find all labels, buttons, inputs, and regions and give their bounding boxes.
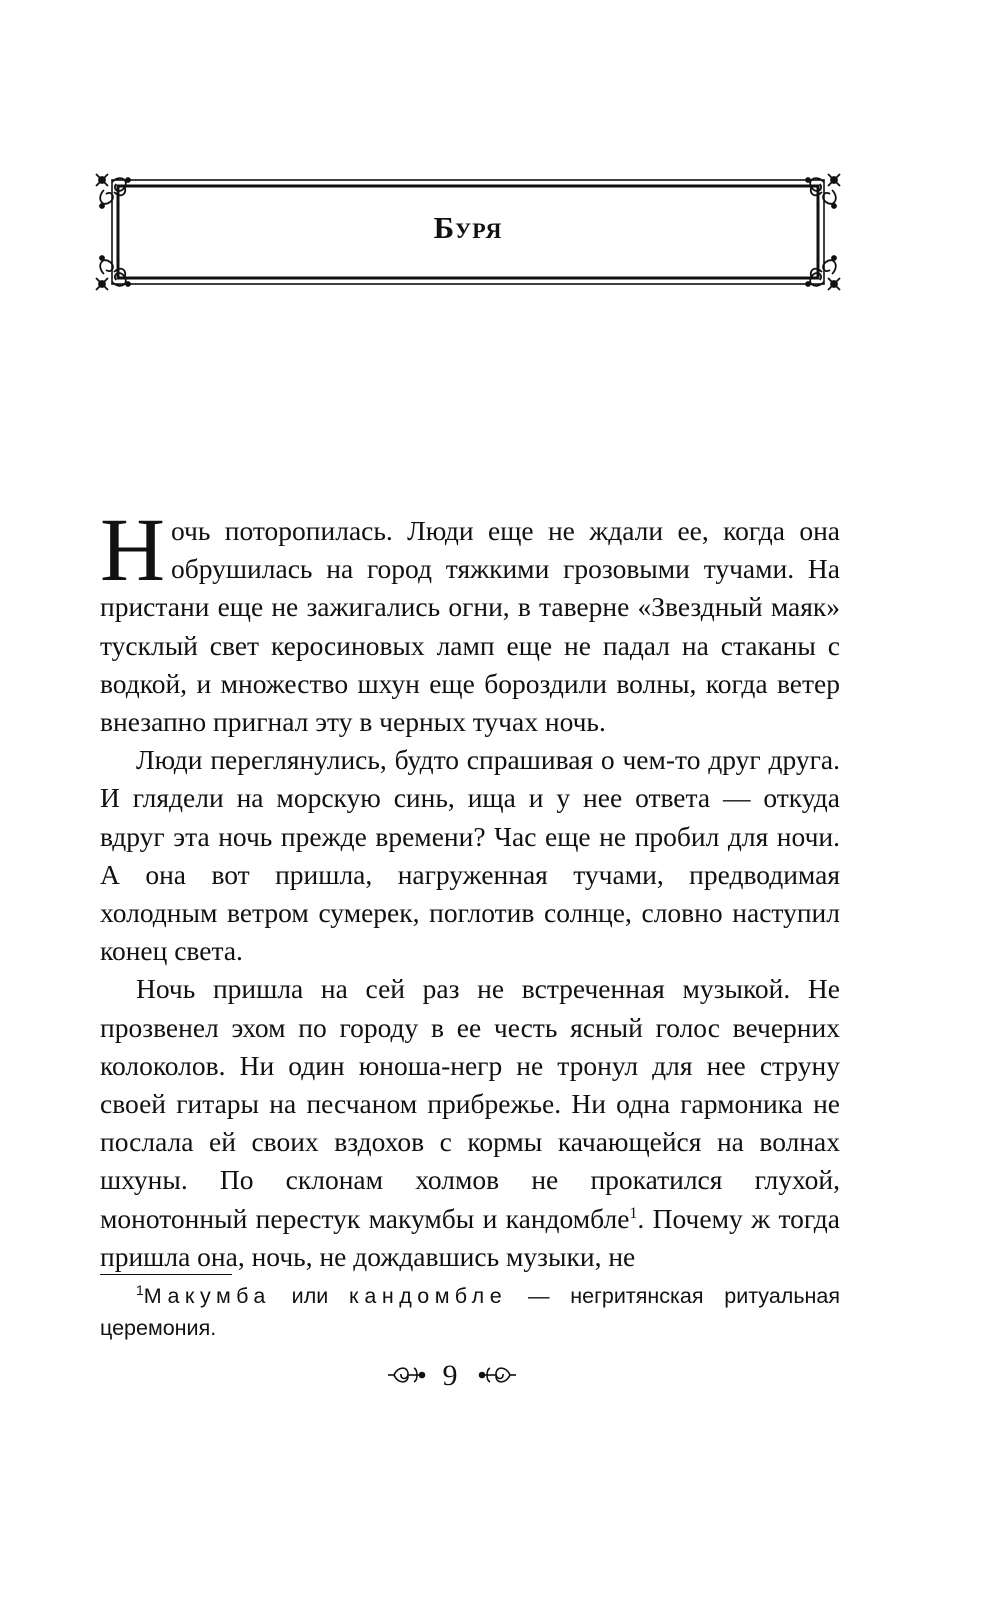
drop-cap: Н	[100, 501, 165, 600]
chapter-title: Буря	[433, 210, 503, 245]
footnote-joiner: или	[270, 1284, 350, 1308]
paragraph-1	[100, 501, 840, 741]
paragraph-3	[100, 970, 840, 1276]
footnote-term-1: Макумба	[143, 1284, 271, 1308]
footnote-term-2: кандомбле	[349, 1284, 508, 1308]
left-flourish-icon	[386, 1360, 426, 1390]
page-number-area	[0, 1356, 1000, 1396]
footnote-reference[interactable]: 1	[629, 1204, 638, 1222]
paragraph-3-text-a: Ночь пришла на сей раз не встреченная музыкой. Не прозвенел эхом по городу в ее честь ясный голос вечерних колоколов. Ни один юноша-негр не тронул для нее струну своей гитары на песчаном прибрежье. Ни одна гармоника не послала ей своих вздохов с кормы качающейся на волнах шхуны. По склонам холмов не прокатился глухой, монотонный перестук макумбы и кандомбле	[100, 973, 840, 1234]
body-text	[100, 501, 840, 1276]
footnote	[100, 1280, 840, 1344]
paragraph-2	[100, 741, 840, 970]
footnote-definition: — негритянская ритуальная церемония.	[100, 1284, 840, 1340]
footnote-divider	[100, 1274, 232, 1275]
right-flourish-icon	[478, 1360, 518, 1390]
footnote-number: 1	[136, 1281, 144, 1298]
paragraph-2-text: Люди переглянулись, будто спрашивая о чем-то друг друга. И глядели на морскую синь, ища и у нее ответа — откуда вдруг эта ночь прежде времени? Час еще не пробил для ночи. А она вот пришла, нагруженная тучами, предводимая холодным ветром сумерек, поглотив солнце, словно наступил конец света.	[100, 744, 840, 967]
page-number: 9	[442, 1359, 458, 1392]
paragraph-3-text-b: . Почему ж тогда пришла она, ночь, не дождавшись музыки, не	[100, 1202, 840, 1272]
chapter-header-frame	[94, 172, 842, 292]
paragraph-1-text: очь поторопилась. Люди еще не ждали ее, когда она обрушилась на город тяжкими грозовыми тучами. На пристани еще не зажигались огни, в таверне «Звездный маяк» тусклый свет керосиновых ламп еще не падал на стаканы с водкой, и множество шхун еще бороздили волны, когда ветер внезапно пригнал эту в черных тучах ночь.	[100, 515, 840, 738]
